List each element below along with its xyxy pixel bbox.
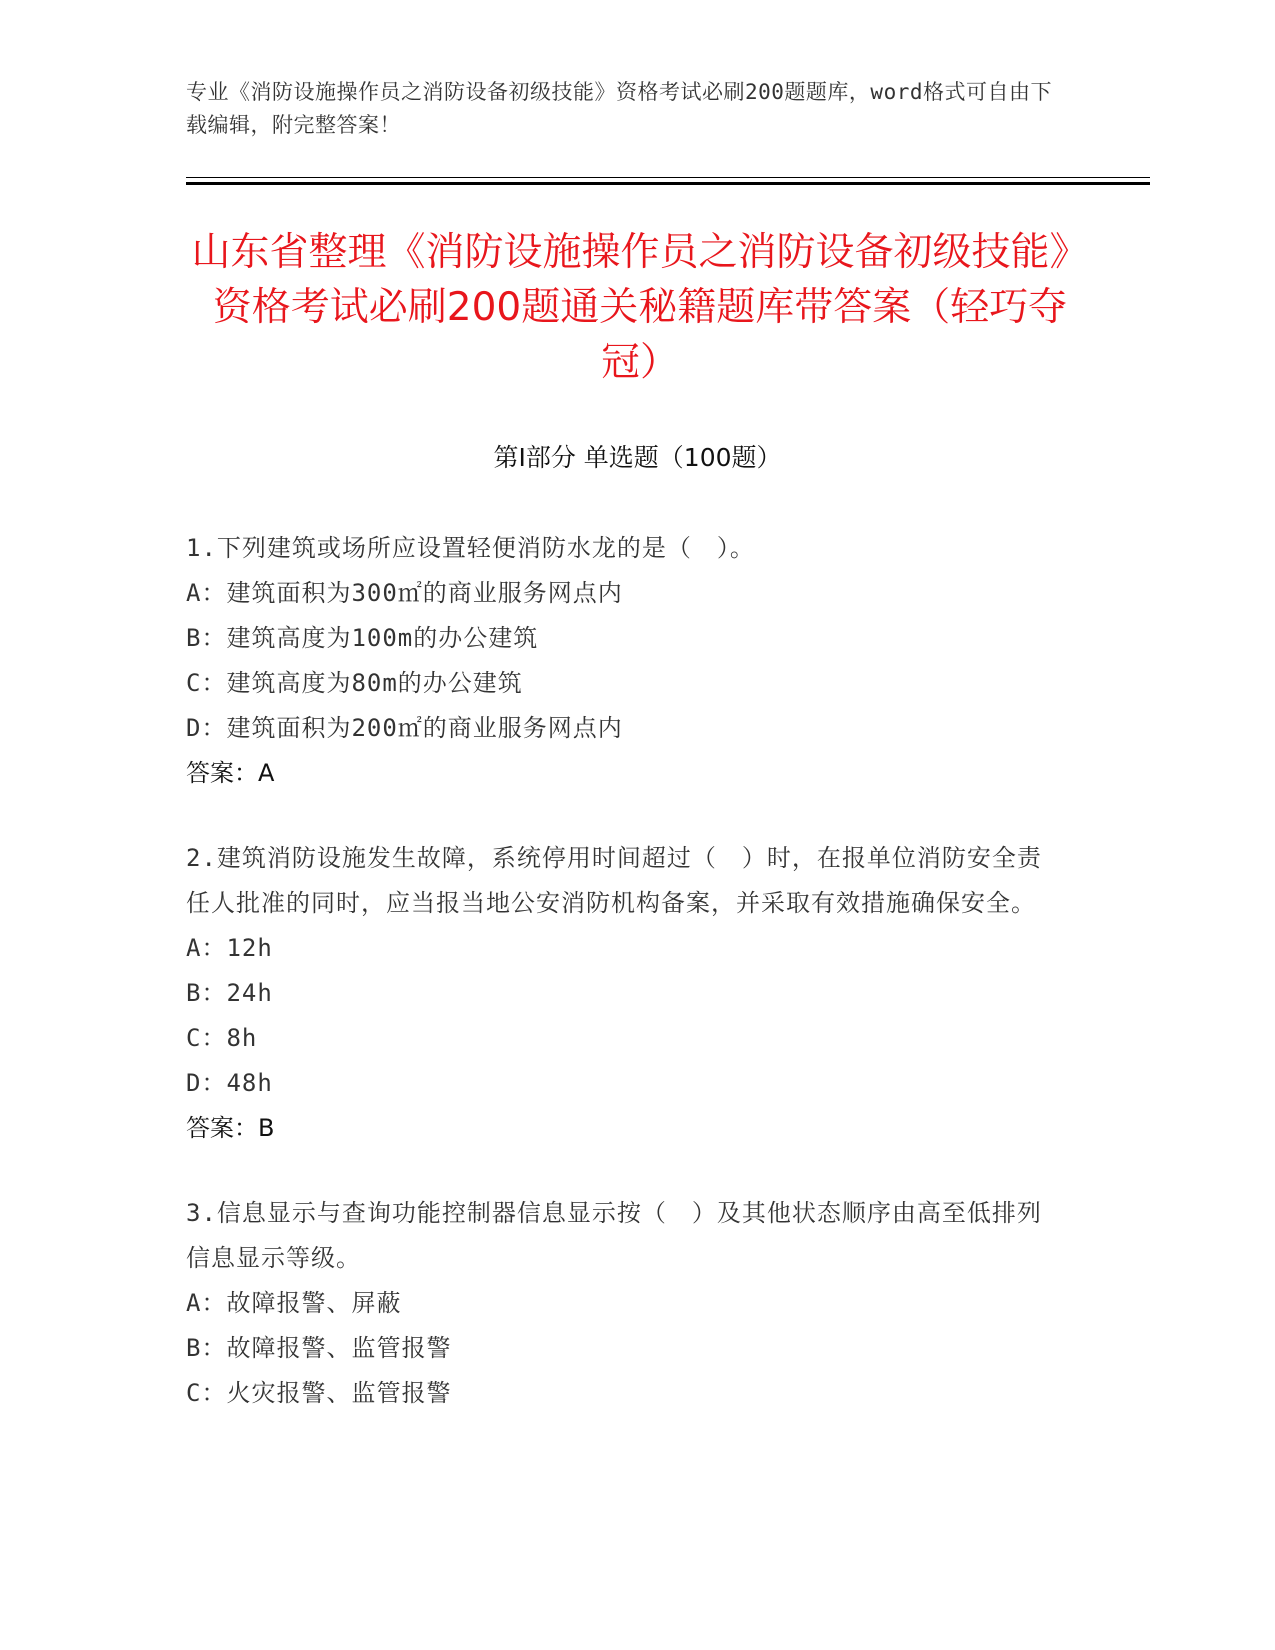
option-a: A：故障报警、屏蔽: [186, 1289, 402, 1317]
header-divider-thin: [186, 177, 1150, 178]
option-d: D：48h: [186, 1069, 273, 1097]
option-b: B：故障报警、监管报警: [186, 1334, 452, 1362]
question-list: [186, 526, 1066, 1456]
question-stem: 1.下列建筑或场所应设置轻便消防水龙的是（ ）。: [186, 534, 755, 562]
question-3: [186, 1191, 1066, 1416]
document-title: 山东省整理《消防设施操作员之消防设备初级技能》资格考试必刷200题通关秘籍题库带答案（轻巧夺冠）: [191, 230, 1089, 385]
header-note: 专业《消防设施操作员之消防设备初级技能》资格考试必刷200题题库，word格式可自由下载编辑，附完整答案！: [186, 80, 1052, 137]
answer-line: 答案：A: [186, 759, 275, 787]
option-c: C：火灾报警、监管报警: [186, 1379, 452, 1407]
option-b: B：24h: [186, 979, 273, 1007]
question-1: [186, 526, 1066, 796]
question-2: [186, 836, 1066, 1151]
option-c: C：建筑高度为80m的办公建筑: [186, 669, 523, 697]
section-heading: 第Ⅰ部分 单选题（100题）: [493, 443, 782, 472]
option-b: B：建筑高度为100m的办公建筑: [186, 624, 539, 652]
question-stem: 2.建筑消防设施发生故障，系统停用时间超过（ ）时，在报单位消防安全责任人批准的同时，应当报当地公安消防机构备案，并采取有效措施确保安全。: [186, 844, 1042, 917]
option-a: A：建筑面积为300㎡的商业服务网点内: [186, 579, 623, 607]
question-stem: 3.信息显示与查询功能控制器信息显示按（ ）及其他状态顺序由高至低排列信息显示等级。: [186, 1199, 1042, 1272]
option-c: C：8h: [186, 1024, 258, 1052]
option-d: D：建筑面积为200㎡的商业服务网点内: [186, 714, 623, 742]
answer-line: 答案：B: [186, 1114, 275, 1142]
option-a: A：12h: [186, 934, 273, 962]
header-divider-thick: [186, 182, 1150, 185]
